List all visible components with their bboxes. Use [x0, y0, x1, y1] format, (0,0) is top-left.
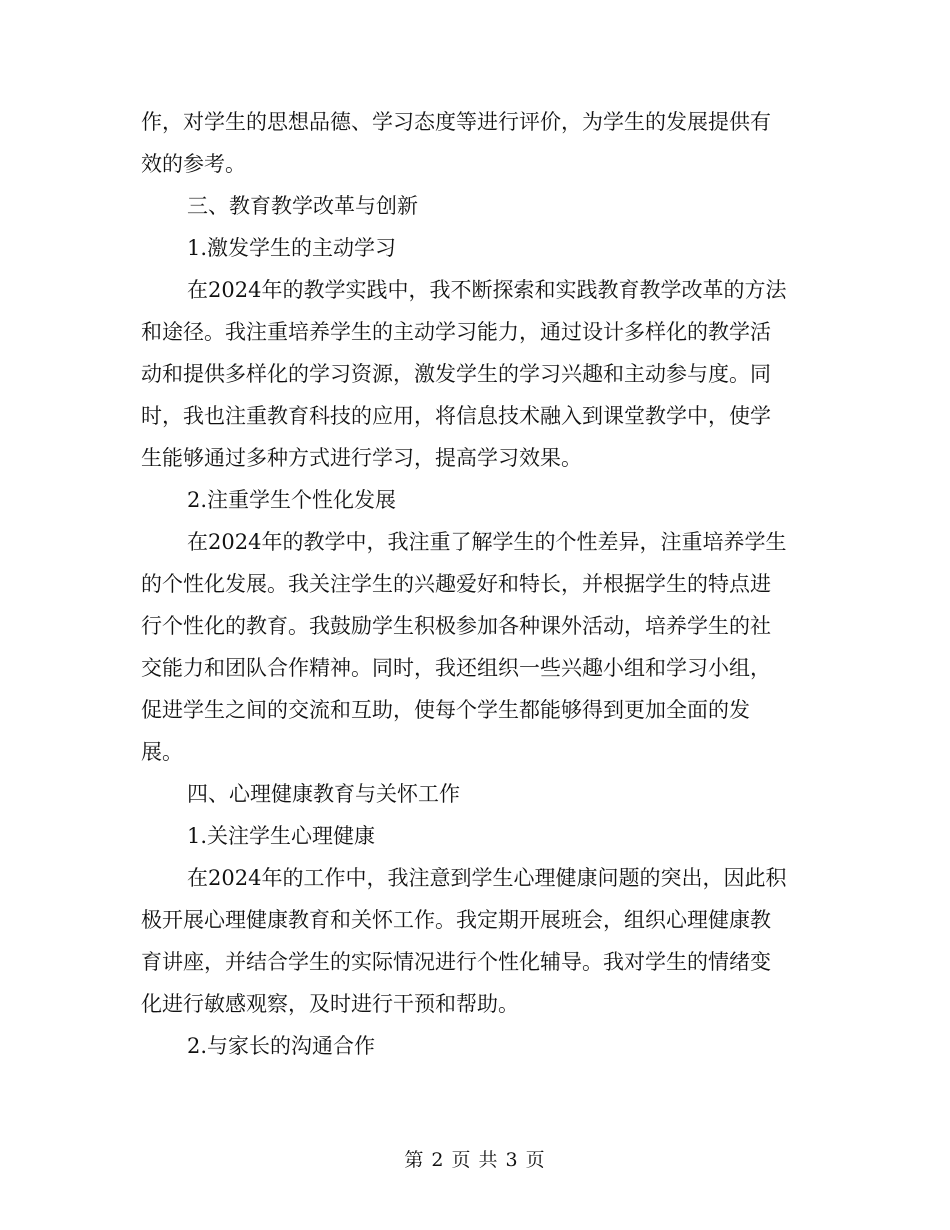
- text-line: 化进行敏感观察，及时进行干预和帮助。: [141, 992, 519, 1016]
- section-heading: 四、心理健康教育与关怀工作: [187, 782, 460, 806]
- text-line: 促进学生之间的交流和互助，使每个学生都能够得到更加全面的发: [141, 698, 750, 722]
- document-body: [141, 101, 813, 1067]
- page-number-footer: 第 2 页 共 3 页: [404, 1149, 546, 1171]
- text-line: 作，对学生的思想品德、学习态度等进行评价，为学生的发展提供有: [141, 110, 771, 134]
- text-line: 行个性化的教育。我鼓励学生积极参加各种课外活动，培养学生的社: [141, 614, 771, 638]
- section-heading: 三、教育教学改革与创新: [187, 194, 418, 218]
- subsection-heading: 2.注重学生个性化发展: [187, 488, 397, 512]
- text-line: 效的参考。: [141, 152, 246, 176]
- paragraph-first-line: 在2024年的教学实践中，我不断探索和实践教育教学改革的方法: [187, 278, 787, 302]
- text-line: 生能够通过多种方式进行学习，提高学习效果。: [141, 446, 582, 470]
- text-line: 动和提供多样化的学习资源，激发学生的学习兴趣和主动参与度。同: [141, 362, 771, 386]
- subsection-heading: 2.与家长的沟通合作: [187, 1034, 376, 1058]
- text-line: 极开展心理健康教育和关怀工作。我定期开展班会，组织心理健康教: [141, 908, 771, 932]
- text-line: 和途径。我注重培养学生的主动学习能力，通过设计多样化的教学活: [141, 320, 771, 344]
- text-line: 交能力和团队合作精神。同时，我还组织一些兴趣小组和学习小组，: [141, 656, 771, 680]
- subsection-heading: 1.关注学生心理健康: [187, 824, 376, 848]
- paragraph-first-line: 在2024年的工作中，我注意到学生心理健康问题的突出，因此积: [187, 866, 787, 890]
- subsection-heading: 1.激发学生的主动学习: [187, 236, 397, 260]
- text-line: 的个性化发展。我关注学生的兴趣爱好和特长，并根据学生的特点进: [141, 572, 771, 596]
- text-line: 育讲座，并结合学生的实际情况进行个性化辅导。我对学生的情绪变: [141, 950, 771, 974]
- text-line: 展。: [141, 740, 183, 764]
- text-line: 时，我也注重教育科技的应用，将信息技术融入到课堂教学中，使学: [141, 404, 771, 428]
- paragraph-first-line: 在2024年的教学中，我注重了解学生的个性差异，注重培养学生: [187, 530, 787, 554]
